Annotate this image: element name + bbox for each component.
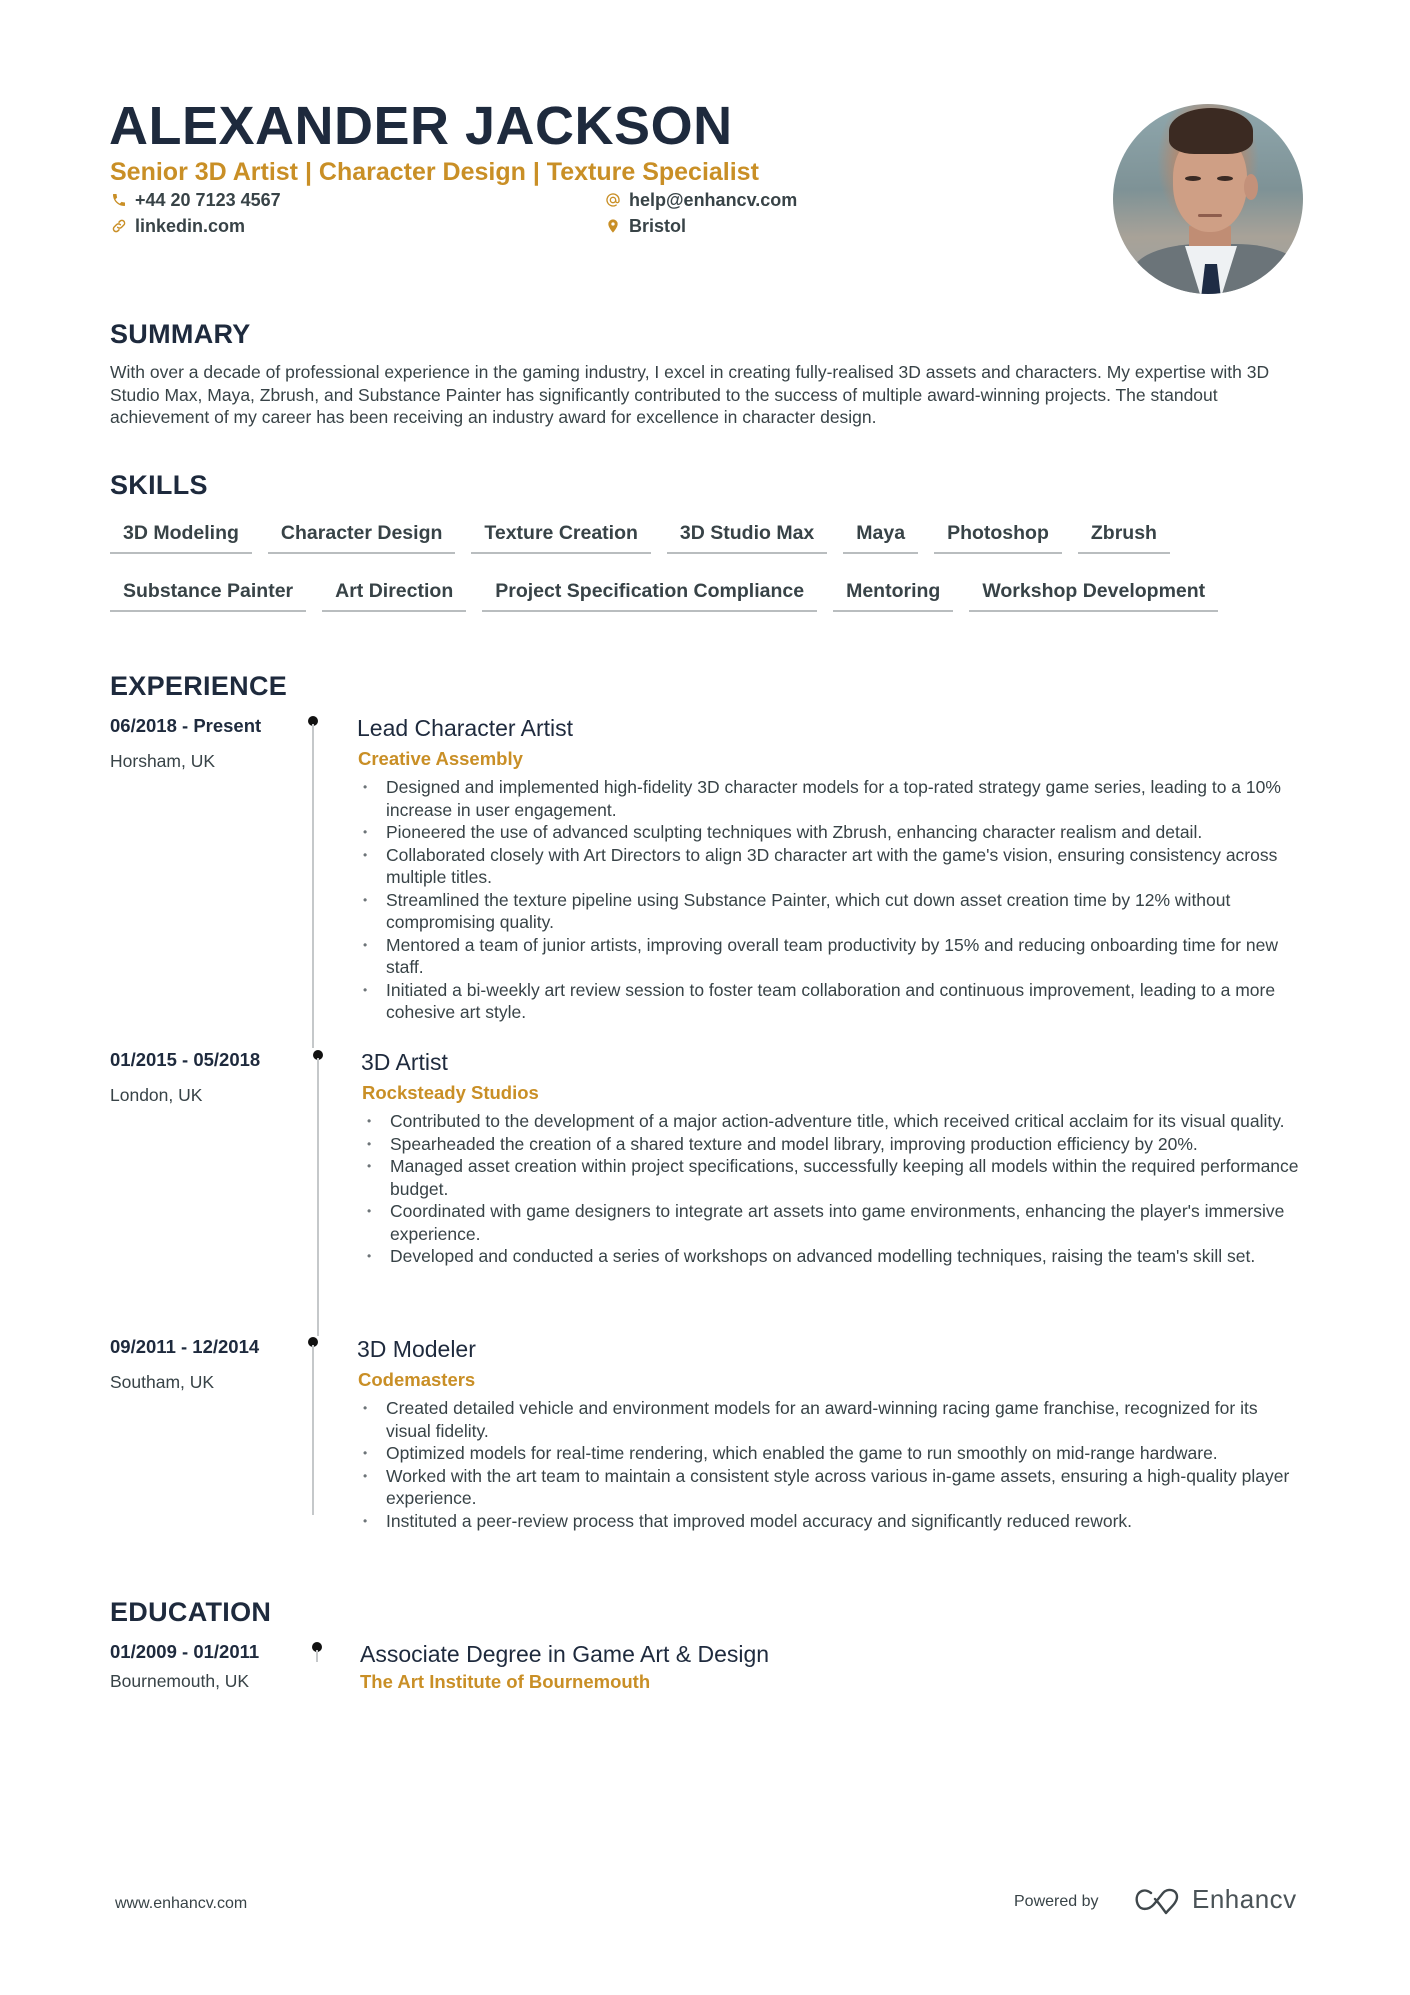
contact-email[interactable] [604,189,797,211]
job-company: Codemasters [358,1369,476,1390]
job-location: London, UK [110,1085,203,1105]
job-bullet: • Collaborated closely with Art Directors to align 3D character art with the game's vision, ensuring consistency across multiple titles. [358,844,1298,889]
skill-tag: 3D Studio Max [667,516,827,554]
skill-tag: Art Direction [322,574,466,612]
skills-heading: SKILLS [110,470,208,500]
education-school: The Art Institute of Bournemouth [360,1671,651,1692]
location-value: Bristol [629,216,687,236]
job-location: Horsham, UK [110,751,216,771]
job-bullet: • Initiated a bi-weekly art review session to foster team collaboration and continuous improvement, leading to a more cohesive art style. [358,979,1298,1024]
contact-phone[interactable] [110,189,281,211]
job-title: 3D Modeler [357,1336,476,1362]
job-dates: 06/2018 - Present [110,715,262,736]
job-bullet: • Contributed to the development of a major action-adventure title, which received critical acclaim for its visual quality. [362,1110,1302,1133]
summary-text: With over a decade of professional experience in the gaming industry, I excel in creating fully-realised 3D assets and characters. My expertise with 3D Studio Max, Maya, Zbrush, and Substance Painter has significantly contributed to the success of multiple award-winning projects. The standout achievement of my career has been receiving an industry award for excellence in character design. [110,362,1270,427]
skills-list [110,516,1330,632]
job-bullet: • Instituted a peer-review process that improved model accuracy and significantly reduced rework. [358,1510,1298,1533]
skill-tag: Zbrush [1078,516,1170,554]
job-dates: 01/2015 - 05/2018 [110,1049,261,1070]
job-bullet: • Mentored a team of junior artists, improving overall team productivity by 15% and reducing onboarding time for new staff. [358,934,1298,979]
link-icon [110,217,128,235]
contact-location [604,215,686,237]
skill-tag: Workshop Development [969,574,1218,612]
job-bullet: • Coordinated with game designers to integrate art assets into game environments, enhancing the player's immersive experience. [362,1200,1302,1245]
at-icon [604,191,622,209]
job-dates: 09/2011 - 12/2014 [110,1336,260,1357]
job-company: Rocksteady Studios [362,1082,539,1103]
job-bullet: • Streamlined the texture pipeline using Substance Painter, which cut down asset creation time by 12% without compromising quality. [358,889,1298,934]
education-heading: EDUCATION [110,1597,272,1627]
job-bullet: • Created detailed vehicle and environment models for an award-winning racing game franchise, recognized for its visual fidelity. [358,1397,1298,1442]
profile-photo [1113,104,1303,294]
email-value: help@enhancv.com [629,190,798,210]
skill-tag: Maya [843,516,918,554]
linkedin-value: linkedin.com [135,216,246,236]
job-bullets [358,1397,1298,1532]
job-bullet: • Worked with the art team to maintain a consistent style across various in-game assets, ensuring a high-quality player experience. [358,1465,1298,1510]
skills-row-1 [110,516,1330,574]
skill-tag: Mentoring [833,574,953,612]
job-bullet: • Pioneered the use of advanced sculpting techniques with Zbrush, enhancing character realism and detail. [358,821,1298,844]
education-location: Bournemouth, UK [110,1671,250,1691]
timeline-line [317,1058,319,1336]
skill-tag: Texture Creation [471,516,651,554]
powered-by-label: Powered by [1014,1893,1099,1910]
job-title: Lead Character Artist [357,715,574,741]
timeline-line [312,724,314,1048]
job-location: Southam, UK [110,1372,215,1392]
education-dates: 01/2009 - 01/2011 [110,1641,260,1662]
phone-value: +44 20 7123 4567 [135,190,281,210]
job-title: 3D Artist [361,1049,448,1075]
timeline-line [316,1650,318,1662]
job-bullet: • Designed and implemented high-fidelity 3D character models for a top-rated strategy game series, leading to a 10% increase in user engagement. [358,776,1298,821]
skills-row-2 [110,574,1330,632]
education-degree: Associate Degree in Game Art & Design [360,1641,770,1667]
skill-tag: Character Design [268,516,455,554]
skill-tag: 3D Modeling [110,516,252,554]
contact-linkedin[interactable] [110,215,245,237]
skill-tag: Substance Painter [110,574,306,612]
footer-website[interactable]: www.enhancv.com [115,1895,248,1912]
candidate-headline: Senior 3D Artist | Character Design | Texture Specialist [110,158,759,186]
candidate-name: ALEXANDER JACKSON [109,96,733,156]
job-bullet: • Managed asset creation within project specifications, successfully keeping all models within the required performance budget. [362,1155,1302,1200]
job-bullet: • Spearheaded the creation of a shared texture and model library, improving production efficiency by 20%. [362,1133,1302,1156]
skill-tag: Photoshop [934,516,1062,554]
enhancv-logo-icon [1133,1885,1183,1917]
job-bullets [362,1110,1302,1268]
job-bullet: • Developed and conducted a series of workshops on advanced modelling techniques, raising the team's skill set. [362,1245,1302,1268]
job-bullets [358,776,1298,1024]
summary-heading: SUMMARY [110,319,251,349]
timeline-line [312,1345,314,1515]
phone-icon [110,191,128,209]
map-pin-icon [604,217,622,235]
skill-tag: Project Specification Compliance [482,574,817,612]
job-company: Creative Assembly [358,748,523,769]
experience-heading: EXPERIENCE [110,671,288,701]
enhancv-brand-name: Enhancv [1192,1884,1297,1914]
job-bullet: • Optimized models for real-time rendering, which enabled the game to run smoothly on mid-range hardware. [358,1442,1298,1465]
